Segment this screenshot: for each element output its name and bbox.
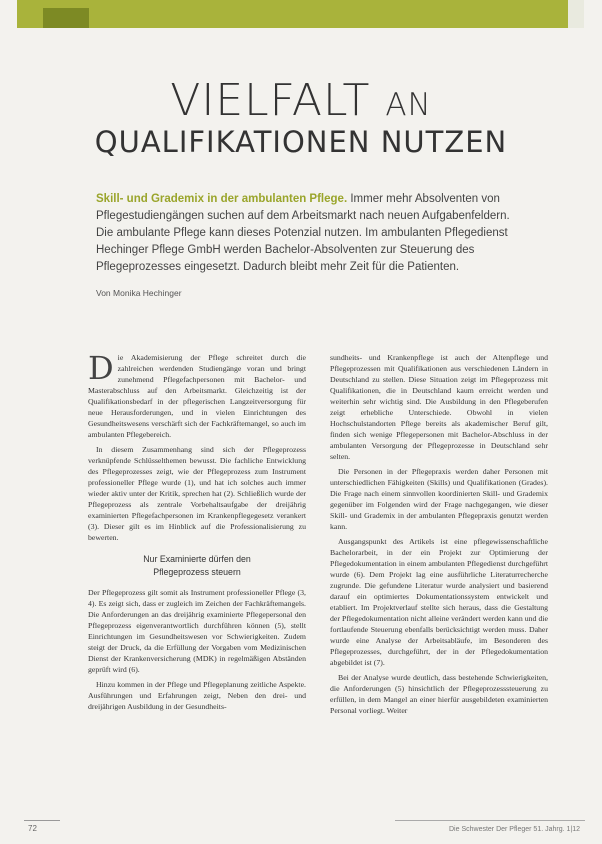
body-paragraph: Hinzu kommen in der Pflege und Pflegeplanung zeitliche Aspekte. Ausführungen und Erfahrungen zeigt, Neben den drei- und dreijährigen Ausbildung in der Gesundheits- [88, 680, 306, 711]
section-subheading [88, 553, 306, 579]
footer-rule-right [395, 820, 585, 821]
body-column-right [330, 352, 548, 720]
journal-footer: Die Schwester Der Pfleger 51. Jahrg. 1|12 [449, 826, 580, 833]
section-tab-bar [17, 0, 584, 28]
drop-cap: D [88, 349, 114, 387]
subheading-line-2: Pflegeprozess steuern [153, 567, 241, 577]
body-paragraph: Der Pflegeprozess gilt somit als Instrument professioneller Pflege (3, 4). Es zeigt sich, dass er zugleich im Zeichen der Fachkräftemangels. Die Anforderungen an das dreijährig examinierte Pflegepersonal den Pflegeprozess eigenverantwortlich durchführen können (5), stellt Einrichtungen im Gesundheitswesen vor Schwierigkeiten. Zudem steigt der Druck, da die Erfüllung der Vorgaben vom Medizinischen Dienst der Krankenversicherung (MDK) in regelmäßigen Abständen geprüft wird (6). [88, 588, 306, 674]
body-paragraph: Ausgangspunkt des Artikels ist eine pflegewissenschaftliche Bachelorarbeit, in der ein Projekt zur Optimierung der Pflegedokumentation in einem ambulanten Pflegedienst durchgeführt wurde (6). Dem Projekt lag eine ausführliche Literaturrecherche zugrunde. Die gefundene Literatur wurde analysiert und basierend darauf ein optimiertes Dokumentationssystem entwickelt und etabliert. Im Projektverlauf stellte sich heraus, dass die Gestaltung der Pflegedokumentation nicht alleine verändert werden kann und die fortlaufende Steuerung ebenfalls berücksichtigt werden muss. Daher wurde eine Analyse der Arbeitsabläufe, im Besonderen des Pflegeprozesses, durchgeführt, der in der Pflegedokumentation abgebildet ist (7). [330, 537, 548, 667]
subheading-line-1: Nur Examinierte dürfen den [143, 554, 251, 564]
body-paragraph: Bei der Analyse wurde deutlich, dass bestehende Schwierigkeiten, die Anforderungen (5) hinsichtlich der Pflegeprozesssteuerung zu erfüllen, in dem Mangel an einer hierfür ausgebildeten examinierten Personal vorliegt. Weiter [330, 673, 548, 715]
page-number: 72 [28, 824, 37, 833]
byline: Von Monika Hechinger [96, 288, 182, 298]
title-small-word: AN [385, 87, 432, 123]
article-title-line-2: QUALIFIKATIONEN NUTZEN [94, 125, 508, 159]
body-paragraph: sundheits- und Krankenpflege ist auch der Altenpflege und Pflegeprozessen mit Qualifikationen aus verschiedenen Ländern in Deutschland zu stellen. Diese Situation zeigt im Pflegeprozess mit Qualifikationen, die in Deutschland kaum erreicht werden und weiterhin sehr wichtig sind. Die Ausbildung in den Pflegeberufen zeigt erhebliche Unterschiede. Obwohl in vielen Hochschulstandorten Pflege bereits als akademischer Beruf gilt, finden sich wenige Pflegepersonen mit Bachelor-Abschluss in der ambulanten Versorgung der Pflegeprozesse in Deutschland sehr selten. [330, 353, 548, 461]
lead-bold: Skill- und Grademix in der ambulanten Pflege. [96, 193, 348, 205]
tab-bar-edge [568, 0, 584, 28]
body-paragraph: In diesem Zusammenhang sind sich der Pflegeprozess verknüpfende Schlüsselthemen bewusst. Die fachliche Entwicklung des Pflegeprozesses zeigt, wie der Pflegeprozess zum Instrument professioneller Pflege wurde (1), und hat ich solches auch immer wieder aktiv unter der Kritik, sprechen hat (2). Schließlich wurde der Pflegeprozess als zentrale Vorbehaltsaufgabe der dreijährig examinierten Pflegefachpersonen im Krankenpflegegesetz verankert (3). Dieser gilt es im Hinblick auf die Professionalisierung zu bewerten. [88, 445, 306, 542]
body-paragraph [88, 349, 306, 440]
paragraph-text: ie Akademisierung der Pflege schreitet durch die zahlreichen werdenden Studiengänge voran und bringt zunehmend Pflegefachpersonen mit Bachelor- und Masterabschluss auf den Arbeitsmarkt. Gleichzeitig ist der Qualifikationsbedarf in der pflegerischen Langzeitversorgung für neue Herausforderungen, und in vielen Einrichtungen des Gesundheitswesens verschärft sich der Fachkräftemangel, so auch im ambulanten Pflegebereich. [88, 353, 306, 439]
lead-text: Immer mehr Absolventen von Pflegestudiengängen suchen auf dem Arbeitsmarkt nach neuen Aufgabenfeldern. Die ambulante Pflege kann dieses Potenzial nutzen. Im ambulanten Pflegedienst Hechinger Pflege GmbH werden Bachelor-Absolventen zur Steuerung des Pflegeprozesses eingesetzt. Dadurch bleibt mehr Zeit für die Patienten. [96, 193, 510, 273]
title-main-word: VIELFALT [170, 75, 371, 126]
body-column-left [88, 349, 306, 716]
footer-rule-left [24, 820, 60, 821]
section-tab-marker [43, 8, 89, 28]
article-title-line-1 [0, 76, 602, 130]
body-paragraph: Die Personen in der Pflegepraxis werden daher Personen mit unterschiedlichen Fähigkeiten (Skills) und Qualifikationen (Grades). Die Frage nach einem sinnvollen koordinierten Skill- und Grademix gegenüber im Folgenden wird der Frage nachgegangen, wie dieser Skill- und Grademix in der ambulanten Pflegepraxis genutzt werden kann. [330, 467, 548, 531]
article-lead [96, 191, 520, 276]
